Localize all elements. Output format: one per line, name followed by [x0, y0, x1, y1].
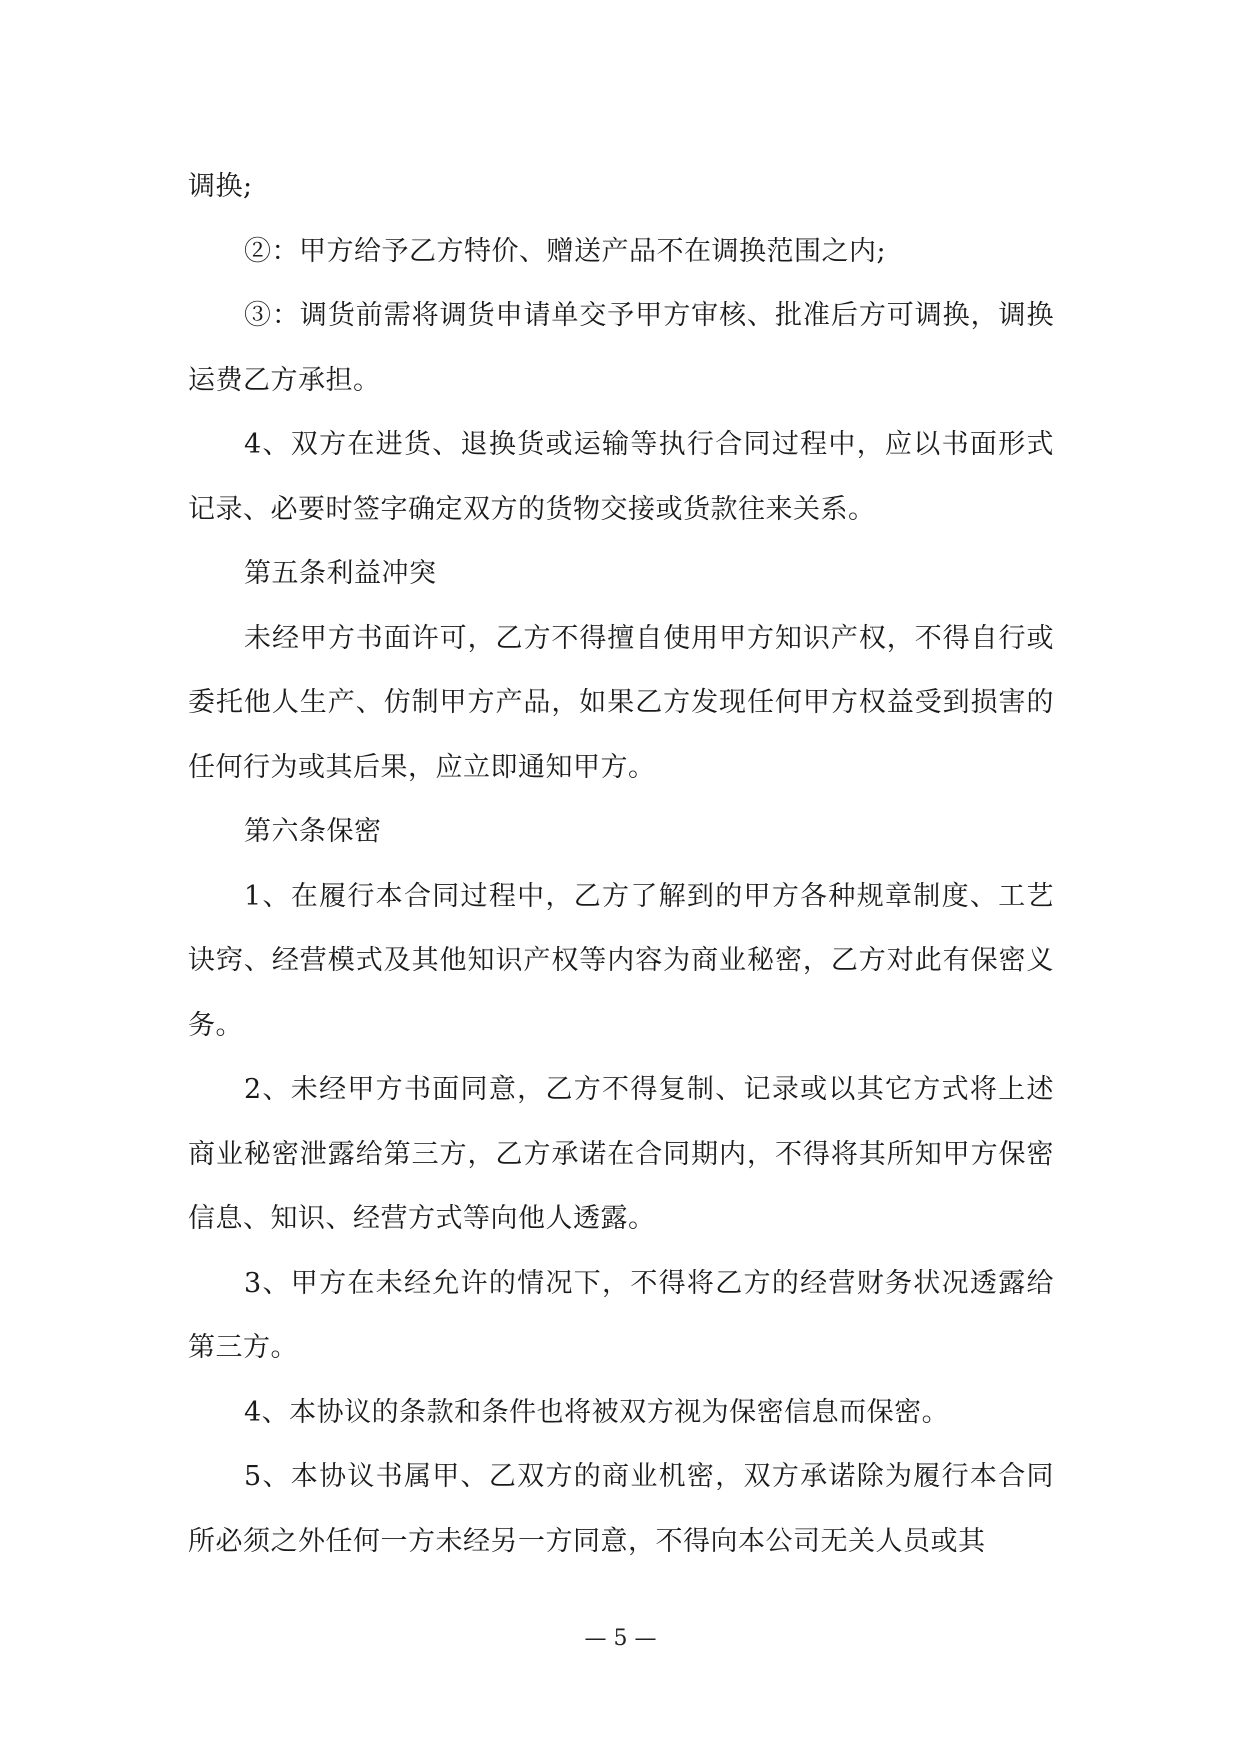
page-number: — 5 —: [584, 1626, 657, 1651]
paragraph: 调换;: [188, 171, 253, 202]
paragraph: 3、甲方在未经允许的情况下，不得将乙方的经营财务状况透露给第三方。: [188, 1267, 1054, 1363]
paragraph: ③：调货前需将调货申请单交予甲方审核、批准后方可调换，调换运费乙方承担。: [188, 300, 1054, 396]
section-heading: 第五条利益冲突: [244, 558, 437, 589]
document-body: [188, 155, 1054, 1574]
section-heading: 第六条保密: [244, 816, 382, 847]
paragraph: 5、本协议书属甲、乙双方的商业机密，双方承诺除为履行本合同所必须之外任何一方未经另一方同意，不得向本公司无关人员或其: [188, 1461, 1054, 1557]
paragraph: 4、本协议的条款和条件也将被双方视为保密信息而保密。: [244, 1396, 950, 1428]
paragraph: ②：甲方给予乙方特价、赠送产品不在调换范围之内;: [244, 235, 887, 267]
paragraph: 未经甲方书面许可，乙方不得擅自使用甲方知识产权，不得自行或委托他人生产、仿制甲方产品，如果乙方发现任何甲方权益受到损害的任何行为或其后果，应立即通知甲方。: [188, 622, 1054, 783]
paragraph: 1、在履行本合同过程中，乙方了解到的甲方各种规章制度、工艺诀窍、经营模式及其他知识产权等内容为商业秘密，乙方对此有保密义务。: [188, 880, 1054, 1041]
paragraph: 4、双方在进货、退换货或运输等执行合同过程中，应以书面形式记录、必要时签字确定双方的货物交接或货款往来关系。: [188, 429, 1054, 525]
paragraph: 2、未经甲方书面同意，乙方不得复制、记录或以其它方式将上述商业秘密泄露给第三方，乙方承诺在合同期内，不得将其所知甲方保密信息、知识、经营方式等向他人透露。: [188, 1074, 1054, 1234]
